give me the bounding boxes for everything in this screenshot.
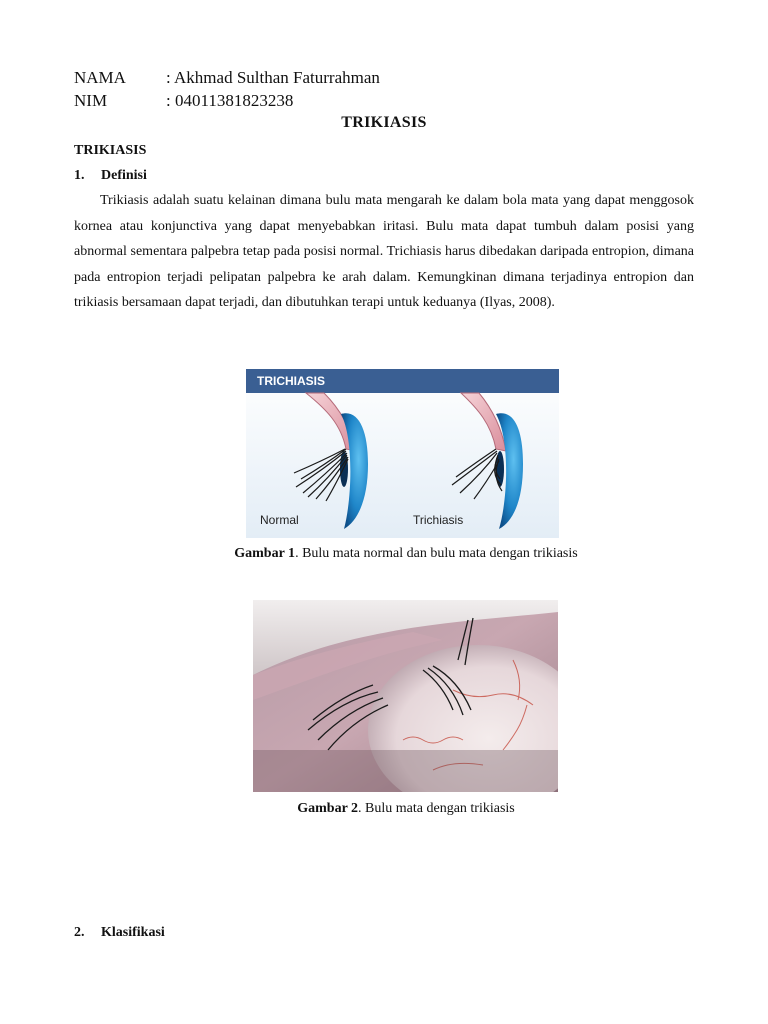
section-heading-definisi: [74, 168, 147, 184]
figure1-caption: [22, 546, 768, 562]
page-title: TRIKIASIS: [341, 114, 427, 131]
definition-paragraph: Trikiasis adalah suatu kelainan dimana bulu mata mengarah ke dalam bola mata yang dapat menggosok kornea atau konjunctiva yang dapat menyebabkan iritasi. Bulu mata dapat tumbuh dalam posisi yang abnormal sementara palpebra tetap pada posisi normal. Trichiasis harus dibedakan daripada entropion, dimana pada entropion terjadi pelipatan palpebra ke arah dalam. Kemungkinan dimana terjadinya entropion dan trikiasis bersamaan dapat terjadi, dan dibutuhkan terapi untuk keduanya (Ilyas, 2008).: [74, 193, 694, 311]
trichiasis-clinical-photo: [253, 600, 558, 792]
label-trichiasis: Trichiasis: [413, 513, 464, 527]
section-number: 2.: [74, 925, 85, 940]
figure2-caption-bold: Gambar 2: [297, 801, 359, 816]
name-label: NAMA: [74, 68, 126, 87]
trichiasis-illustration: [246, 369, 559, 538]
nim-value: : 04011381823238: [166, 91, 294, 110]
section-heading-text: Definisi: [101, 168, 147, 183]
section-heading-text: Klasifikasi: [101, 925, 165, 940]
section-number: 1.: [74, 168, 85, 183]
name-row: [74, 68, 380, 88]
figure2-caption-text: . Bulu mata dengan trikiasis: [358, 801, 515, 816]
section-heading-klasifikasi: [74, 925, 165, 941]
name-value: : Akhmad Sulthan Faturrahman: [166, 68, 380, 87]
nim-label: NIM: [74, 91, 108, 110]
section-title: TRIKIASIS: [74, 143, 147, 158]
figure1-caption-bold: Gambar 1: [234, 546, 296, 561]
figure1-caption-text: . Bulu mata normal dan bulu mata dengan trikiasis: [295, 546, 578, 561]
figure-banner: TRICHIASIS: [257, 374, 326, 388]
nim-row: [74, 91, 293, 111]
label-normal: Normal: [260, 513, 299, 527]
figure2-caption: [22, 801, 768, 817]
